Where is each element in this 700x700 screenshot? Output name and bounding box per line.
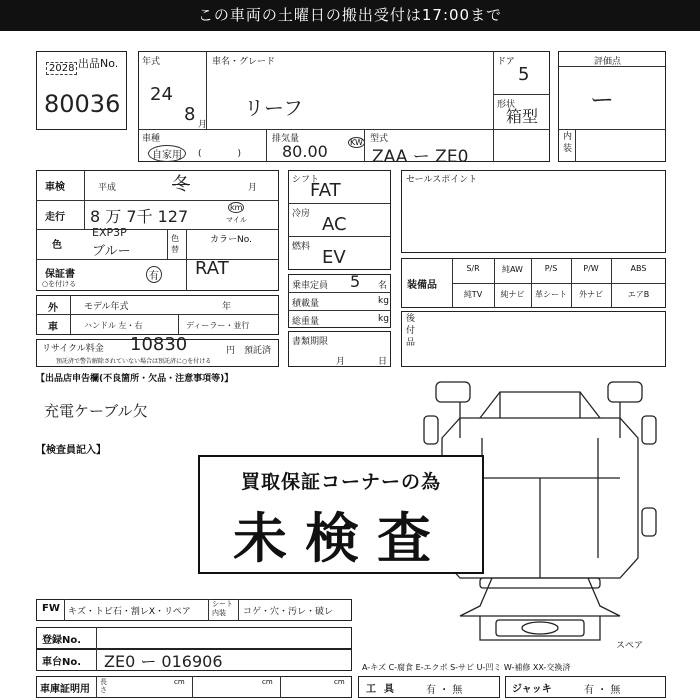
gross-label: 総重量 (292, 317, 320, 327)
docs-unit-month: 月 (336, 357, 346, 367)
load-unit: kg (378, 296, 389, 306)
lot-code: 2028 (46, 62, 77, 75)
color-no-label: カラーNo. (210, 235, 252, 245)
color-no-value: RAT (195, 258, 229, 279)
mileage-unit-km: km (230, 203, 243, 212)
equipment-item: エアB (627, 290, 650, 299)
fuel-value: EV (322, 247, 346, 268)
equipment-item: 純ナビ (500, 290, 525, 299)
month-unit: 月 (198, 120, 208, 130)
equipment-label: 装備品 (407, 280, 437, 291)
displacement-label: 排気量 (272, 134, 300, 144)
color-change-label: 色替 (171, 234, 179, 254)
inspection-label: 車検 (45, 182, 65, 193)
model-value: ZAA ー ZE0 (372, 147, 469, 167)
saturday-notice-banner: この車両の土曜日の搬出受付は17:00まで (0, 0, 700, 31)
capacity-label: 乗車定員 (292, 281, 329, 291)
shift-value: FAT (310, 180, 341, 201)
recycle-unit: 円 (226, 346, 236, 356)
category-label: 車種 (142, 134, 161, 144)
chassis-label: 車台No. (42, 657, 82, 668)
shape-label: 形状 (497, 100, 516, 110)
inspector-header: 【検査員記入】 (36, 445, 106, 456)
recycle-note: 預託済で警告解除されていない場合は預託済に○を付ける (56, 358, 212, 365)
mileage-label: 走行 (45, 212, 65, 223)
retrofit-box (401, 311, 666, 367)
equipment-item: 外ナビ (579, 290, 603, 299)
registration-row (36, 627, 352, 649)
recycle-status: 預託済 (244, 346, 272, 356)
tools-label: 工具 (366, 684, 402, 695)
color-value: ブルー (92, 244, 131, 259)
fw-label: FW (42, 603, 60, 614)
year-label: 年式 (142, 57, 161, 67)
handle-label: ハンドル 左・右 (84, 321, 143, 330)
equipment-item: ABS (630, 264, 647, 273)
equipment-item: 純AW (502, 265, 523, 274)
dealer-label: ディーラー・並行 (186, 321, 250, 330)
stamp-main-text: 未検査 (233, 507, 449, 570)
chassis-value: ZE0 ー 016906 (104, 652, 223, 671)
name-label: 車名・グレード (212, 57, 276, 67)
score-value: ー (590, 86, 614, 114)
car-name-value: リーフ (244, 96, 303, 120)
recycle-label: リサイクル料金 (42, 344, 104, 354)
garage-unit-2: cm (262, 678, 273, 686)
fuel-label: 燃料 (292, 242, 311, 252)
inspection-unit: 月 (248, 183, 258, 193)
month-value: 8 (184, 104, 196, 125)
equipment-item: S/R (466, 264, 480, 273)
stamp-top-text: 買取保証コーナーの為 (240, 471, 441, 493)
model-year-unit: 年 (222, 302, 232, 312)
door-label: ドア (497, 57, 515, 67)
equipment-item: P/W (583, 264, 599, 273)
not-inspected-stamp (198, 455, 484, 574)
sales-point-label: セールスポイント (406, 175, 478, 185)
gross-unit: kg (378, 314, 389, 324)
jack-options: 有 ・ 無 (584, 685, 621, 696)
model-label: 型式 (370, 134, 389, 144)
equipment-item: P/S (544, 264, 558, 273)
spare-label: スペア (616, 641, 644, 651)
inspection-scribble: 冬 (172, 174, 190, 195)
fw-text: キズ・トビ石・割レX・リペア (68, 607, 191, 617)
mileage-unit-mile: マイル (226, 216, 247, 224)
category-paren: ( ) (198, 149, 242, 159)
damage-legend: A-キズ C-腐食 E-エクボ S-サビ U-凹ミ W-補修 XX-交換済 (362, 663, 571, 672)
recycle-value: 10830 (130, 334, 188, 355)
color-label: 色 (52, 240, 62, 251)
warranty-mark: 有 (146, 266, 162, 283)
notes-text: 充電ケーブル欠 (44, 402, 148, 420)
fw-text2: コゲ・穴・汚レ・破レ (243, 607, 334, 617)
category-value: 自家用 (148, 145, 186, 162)
garage-unit-1: cm (174, 678, 185, 686)
load-label: 積載量 (292, 299, 320, 309)
model-year-label: モデル年式 (84, 302, 129, 312)
docs-unit-day: 日 (378, 357, 388, 367)
displacement-value: 80.00 (282, 142, 328, 161)
docs-label: 書類期限 (292, 337, 329, 347)
garage-label: 車庫証明用 (40, 684, 90, 695)
lot-label: 出品No. (78, 57, 119, 70)
interior-label: 内装 (563, 132, 573, 154)
inspection-era: 平成 (98, 183, 117, 193)
jack-label: ジャッキ (512, 684, 552, 695)
aircon-label: 冷房 (292, 209, 311, 219)
color-code-scribble: EXP3P (92, 226, 127, 239)
notes-header: 【出品店申告欄(不良箇所・欠品・注意事項等)】 (36, 374, 234, 384)
shape-value: 箱型 (506, 107, 539, 126)
lot-number: 80036 (44, 90, 121, 118)
imported-label-1: 外 (48, 303, 58, 314)
warranty-label: 保証書 (45, 269, 75, 280)
displacement-unit: KW (350, 138, 363, 147)
capacity-unit: 名 (378, 281, 388, 291)
garage-sub: 長さ (100, 678, 107, 694)
equipment-item: 純TV (463, 290, 483, 299)
shift-label: シフト (292, 175, 320, 185)
retrofit-label: 後付品 (406, 314, 416, 348)
score-label: 評価点 (594, 57, 622, 67)
aircon-value: AC (322, 214, 347, 235)
mileage-value: 8 万 7千 127 (90, 207, 189, 226)
equipment-item: 革シート (535, 290, 567, 299)
year-value: 24 (150, 84, 173, 105)
fw-sub: シート内装 (212, 600, 233, 617)
garage-unit-3: cm (334, 678, 345, 686)
registration-label: 登録No. (42, 635, 82, 646)
tools-options: 有 ・ 無 (426, 685, 463, 696)
warranty-note: ○を付ける (42, 280, 77, 288)
door-value: 5 (518, 64, 530, 85)
imported-label-2: 車 (48, 322, 58, 333)
capacity-value: 5 (350, 272, 361, 291)
